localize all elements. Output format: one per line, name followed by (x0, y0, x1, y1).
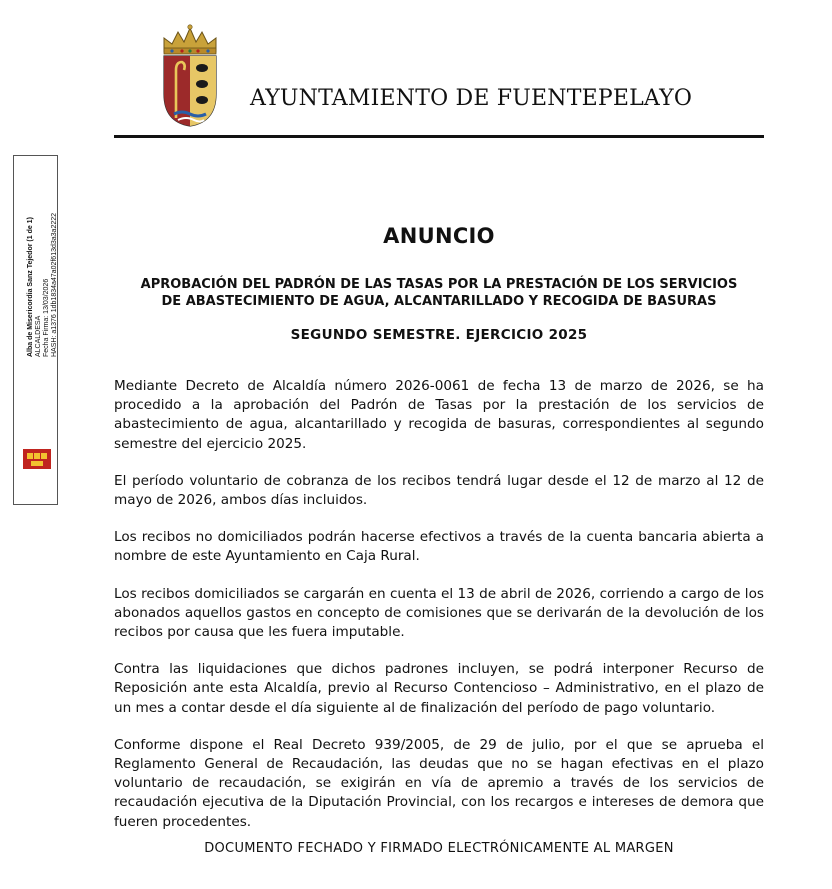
notice-semester: SEGUNDO SEMESTRE. EJERCICIO 2025 (290, 327, 588, 343)
notice-subject (114, 276, 764, 310)
signature-date: Fecha Firma: 13/03/2026 (43, 278, 50, 357)
body-paragraph: Los recibos domiciliados se cargarán en cuenta el 13 de abril de 2026, corriendo a cargo de los abonados aquellos gastos en concepto de comisiones que se derivarán de la devolución de los recibos por causa que les fuera imputable. (114, 585, 764, 641)
subject-line: DE ABASTECIMIENTO DE AGUA, ALCANTARILLADO Y RECOGIDA DE BASURAS (161, 294, 717, 309)
page-title: AYUNTAMIENTO DE FUENTEPELAYO (250, 86, 693, 111)
body-paragraph: El período voluntario de cobranza de los recibos tendrá lugar desde el 12 de marzo al 12 de mayo de 2026, ambos días incluidos. (114, 472, 764, 509)
footer-note: DOCUMENTO FECHADO Y FIRMADO ELECTRÓNICAMENTE AL MARGEN (204, 841, 674, 856)
municipal-flag-icon (23, 449, 51, 469)
subject-line: APROBACIÓN DEL PADRÓN DE LAS TASAS POR LA PRESTACIÓN DE LOS SERVICIOS (140, 277, 738, 292)
coat-of-arms-icon (158, 22, 222, 128)
body-paragraph: Mediante Decreto de Alcaldía número 2026-0061 de fecha 13 de marzo de 2026, se ha procedido a la aprobación del Padrón de Tasas por la prestación de los servicios de abastecimiento de agua, alcantarillado y recogida de basuras, correspondientes al segundo semestre del ejercicio 2025. (114, 378, 764, 452)
notice-heading: ANUNCIO (383, 224, 495, 248)
body-paragraph: Los recibos no domiciliados podrán hacerse efectivos a través de la cuenta bancaria abierta a nombre de este Ayuntamiento en Caja Rural. (114, 529, 764, 565)
signer-name: Alba de Misericordia Sanz Tejedor (1 de 1) (27, 217, 34, 357)
header-divider (114, 135, 764, 138)
signer-role: ALCALDESA (35, 315, 42, 357)
signature-details (27, 27, 59, 357)
body-paragraph: Contra las liquidaciones que dichos padrones incluyen, se podrá interponer Recurso de Reposición ante esta Alcaldía, previo al Recurso Contencioso – Administrativo, en el plazo de un mes a contar desde el día siguiente al de finalización del período de pago voluntario. (114, 661, 764, 716)
notice-body (114, 377, 764, 850)
signature-hash: HASH: a1376 1db1834a47a02f613d3a3a2222 (51, 212, 58, 357)
body-paragraph: Conforme dispone el Real Decreto 939/2005, de 29 de julio, por el que se aprueba el Reglamento General de Recaudación, las deudas que no se hagan efectivas en el plazo voluntario de recaudación, se exigirán en vía de apremio a través de los servicios de recaudación ejecutiva de la Diputación Provincial, con los recargos e intereses de demora que fueren procedentes. (114, 736, 764, 830)
